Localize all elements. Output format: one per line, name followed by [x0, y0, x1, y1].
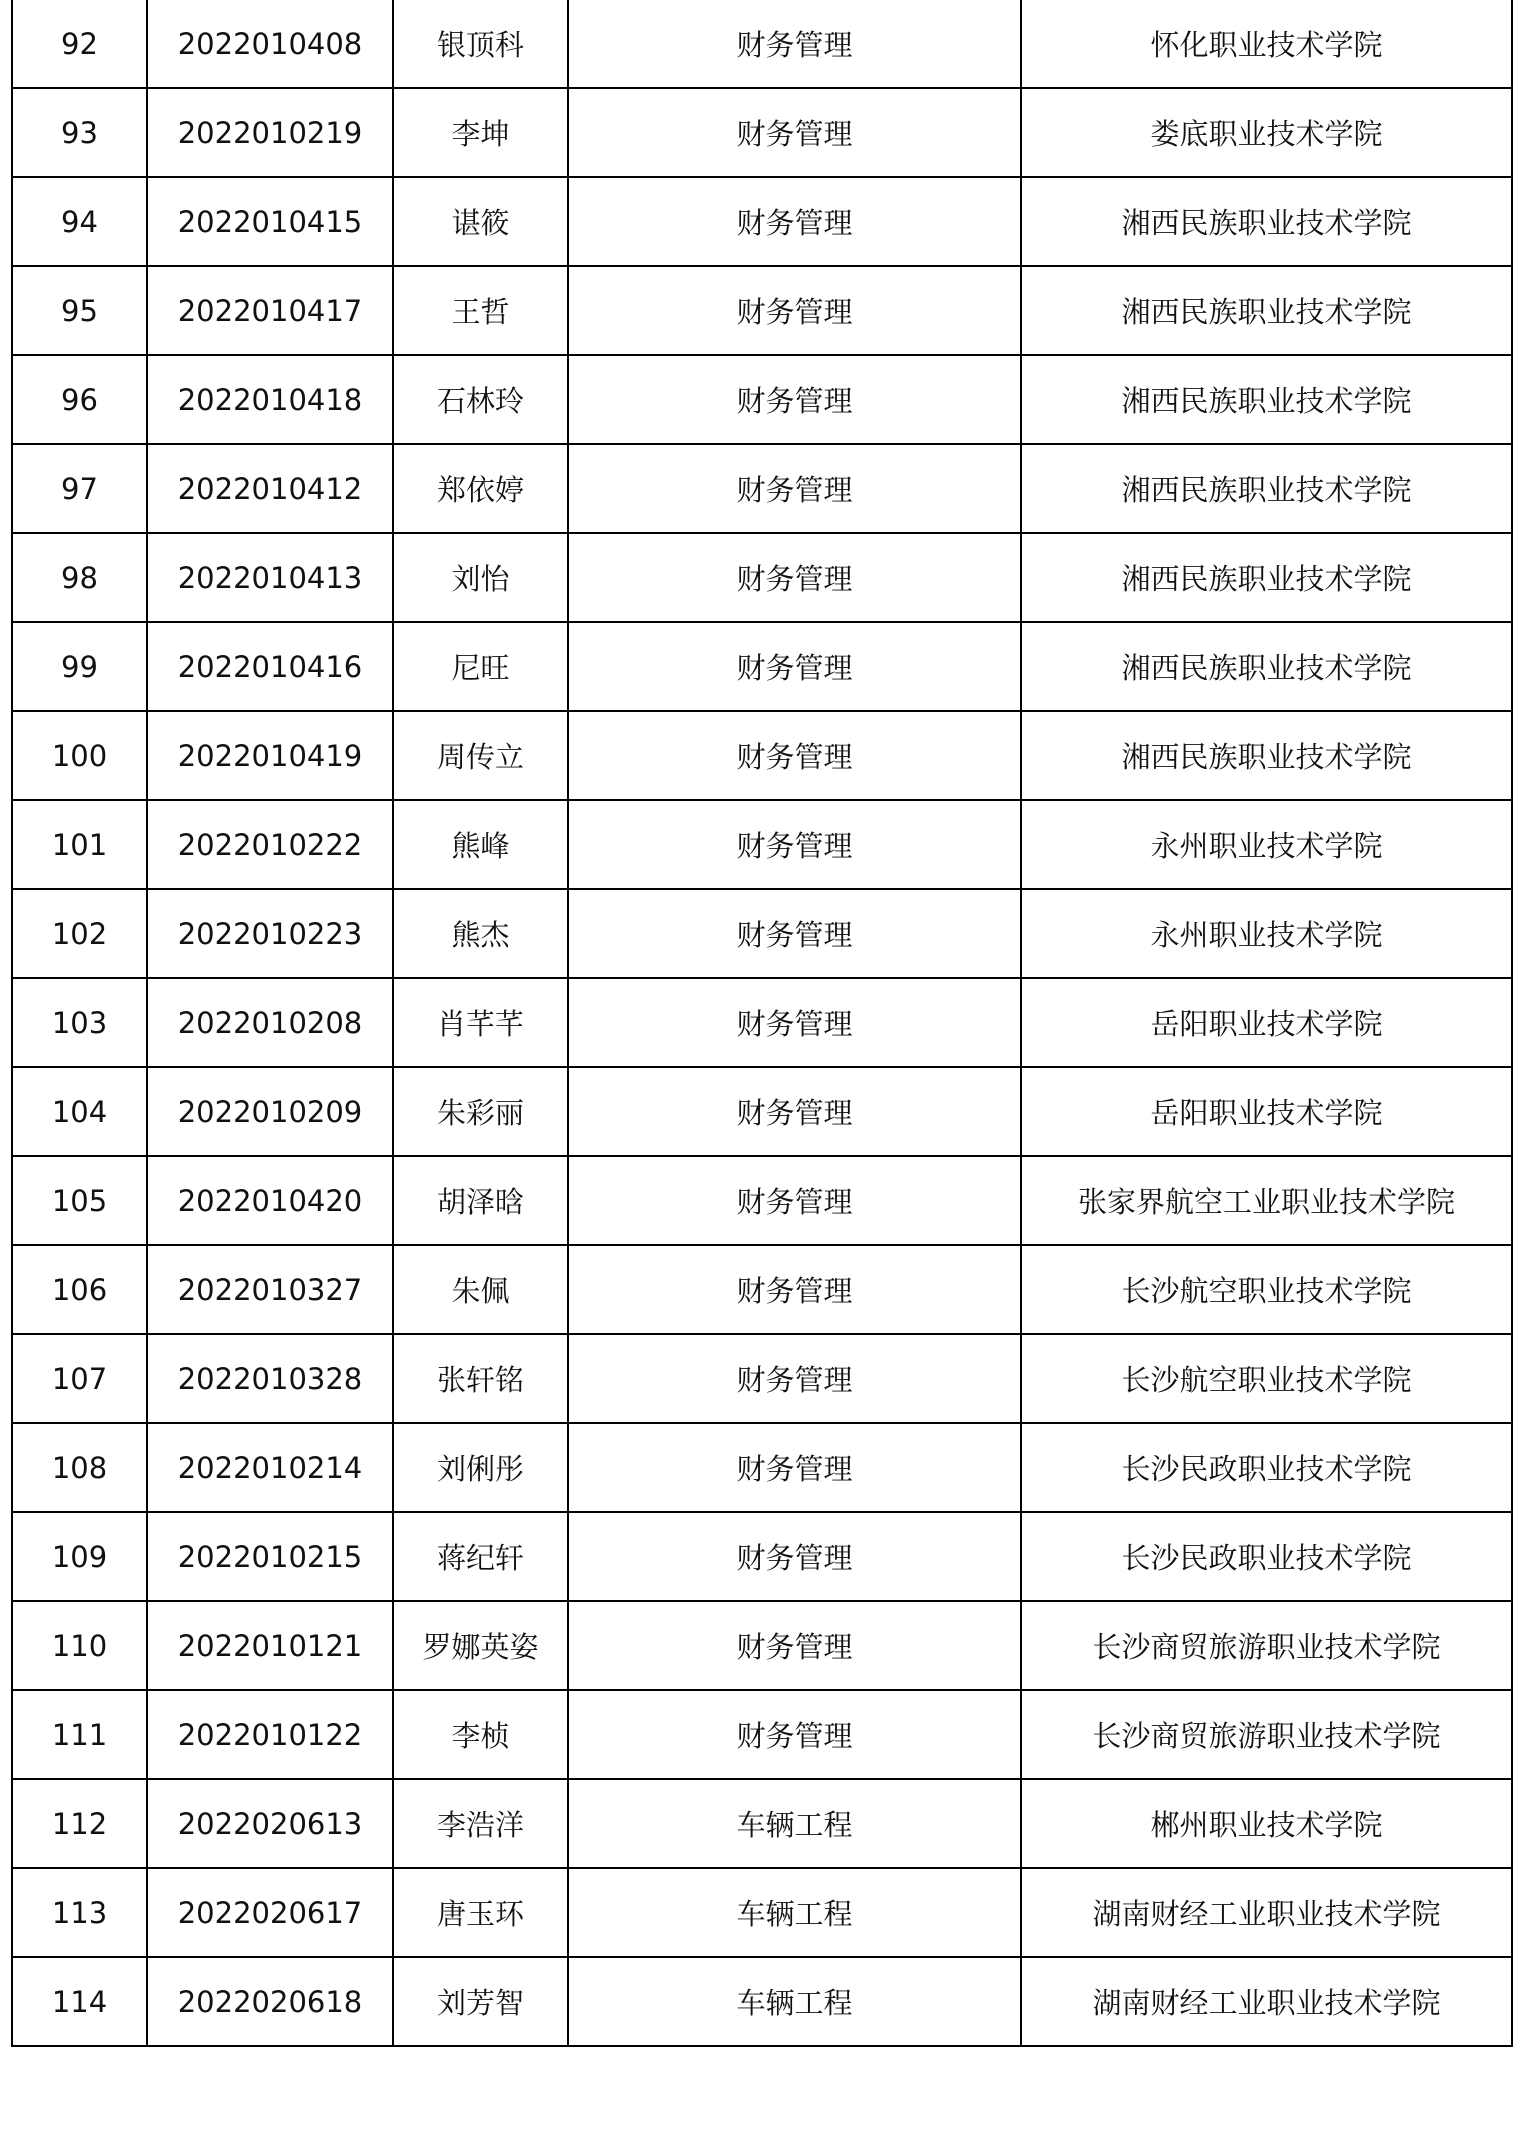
- school-cell: 长沙民政职业技术学院: [1021, 1512, 1512, 1601]
- school-cell: 湘西民族职业技术学院: [1021, 711, 1512, 800]
- student-id-cell: 2022010223: [147, 889, 393, 978]
- row-number-cell: 92: [12, 0, 147, 88]
- student-name-cell: 尼旺: [393, 622, 568, 711]
- student-id-cell: 2022010121: [147, 1601, 393, 1690]
- student-id-cell: 2022010215: [147, 1512, 393, 1601]
- table-row: [12, 1334, 1512, 1423]
- row-number-cell: 93: [12, 88, 147, 177]
- table-row: [12, 355, 1512, 444]
- major-cell: 财务管理: [568, 1512, 1021, 1601]
- row-number-cell: 107: [12, 1334, 147, 1423]
- major-cell: 财务管理: [568, 355, 1021, 444]
- table-row: [12, 1957, 1512, 2046]
- student-name-cell: 谌筱: [393, 177, 568, 266]
- major-cell: 财务管理: [568, 978, 1021, 1067]
- row-number-cell: 109: [12, 1512, 147, 1601]
- student-id-cell: 2022010219: [147, 88, 393, 177]
- student-name-cell: 刘怡: [393, 533, 568, 622]
- major-cell: 财务管理: [568, 1690, 1021, 1779]
- major-cell: 财务管理: [568, 533, 1021, 622]
- row-number-cell: 104: [12, 1067, 147, 1156]
- student-id-cell: 2022010222: [147, 800, 393, 889]
- school-cell: 永州职业技术学院: [1021, 889, 1512, 978]
- school-cell: 张家界航空工业职业技术学院: [1021, 1156, 1512, 1245]
- school-cell: 长沙航空职业技术学院: [1021, 1245, 1512, 1334]
- table-row: [12, 88, 1512, 177]
- student-id-cell: 2022020613: [147, 1779, 393, 1868]
- student-name-cell: 张轩铭: [393, 1334, 568, 1423]
- student-name-cell: 朱彩丽: [393, 1067, 568, 1156]
- major-cell: 财务管理: [568, 800, 1021, 889]
- school-cell: 长沙商贸旅游职业技术学院: [1021, 1690, 1512, 1779]
- student-name-cell: 石林玲: [393, 355, 568, 444]
- row-number-cell: 99: [12, 622, 147, 711]
- student-id-cell: 2022010328: [147, 1334, 393, 1423]
- roster-table-body: [12, 0, 1512, 2046]
- school-cell: 湘西民族职业技术学院: [1021, 177, 1512, 266]
- row-number-cell: 113: [12, 1868, 147, 1957]
- table-row: [12, 889, 1512, 978]
- student-id-cell: 2022010208: [147, 978, 393, 1067]
- student-name-cell: 熊峰: [393, 800, 568, 889]
- student-id-cell: 2022010416: [147, 622, 393, 711]
- row-number-cell: 103: [12, 978, 147, 1067]
- school-cell: 湘西民族职业技术学院: [1021, 266, 1512, 355]
- major-cell: 财务管理: [568, 1067, 1021, 1156]
- table-row: [12, 711, 1512, 800]
- school-cell: 湘西民族职业技术学院: [1021, 622, 1512, 711]
- student-id-cell: 2022020617: [147, 1868, 393, 1957]
- row-number-cell: 95: [12, 266, 147, 355]
- school-cell: 湘西民族职业技术学院: [1021, 355, 1512, 444]
- student-name-cell: 王哲: [393, 266, 568, 355]
- table-row: [12, 1690, 1512, 1779]
- school-cell: 长沙航空职业技术学院: [1021, 1334, 1512, 1423]
- row-number-cell: 114: [12, 1957, 147, 2046]
- major-cell: 财务管理: [568, 444, 1021, 533]
- major-cell: 财务管理: [568, 889, 1021, 978]
- roster-table: [11, 0, 1513, 2047]
- student-name-cell: 唐玉环: [393, 1868, 568, 1957]
- row-number-cell: 101: [12, 800, 147, 889]
- major-cell: 车辆工程: [568, 1779, 1021, 1868]
- table-row: [12, 1868, 1512, 1957]
- row-number-cell: 106: [12, 1245, 147, 1334]
- student-name-cell: 蒋纪轩: [393, 1512, 568, 1601]
- table-row: [12, 1245, 1512, 1334]
- major-cell: 车辆工程: [568, 1957, 1021, 2046]
- table-row: [12, 800, 1512, 889]
- row-number-cell: 108: [12, 1423, 147, 1512]
- student-name-cell: 肖芊芊: [393, 978, 568, 1067]
- table-row: [12, 1601, 1512, 1690]
- major-cell: 财务管理: [568, 0, 1021, 88]
- student-name-cell: 熊杰: [393, 889, 568, 978]
- student-name-cell: 刘芳智: [393, 1957, 568, 2046]
- school-cell: 永州职业技术学院: [1021, 800, 1512, 889]
- major-cell: 财务管理: [568, 177, 1021, 266]
- major-cell: 财务管理: [568, 1156, 1021, 1245]
- student-id-cell: 2022010419: [147, 711, 393, 800]
- student-id-cell: 2022020618: [147, 1957, 393, 2046]
- table-row: [12, 1067, 1512, 1156]
- row-number-cell: 112: [12, 1779, 147, 1868]
- row-number-cell: 100: [12, 711, 147, 800]
- student-name-cell: 李桢: [393, 1690, 568, 1779]
- student-id-cell: 2022010408: [147, 0, 393, 88]
- table-row: [12, 444, 1512, 533]
- table-row: [12, 0, 1512, 88]
- student-name-cell: 李浩洋: [393, 1779, 568, 1868]
- school-cell: 长沙民政职业技术学院: [1021, 1423, 1512, 1512]
- school-cell: 娄底职业技术学院: [1021, 88, 1512, 177]
- student-name-cell: 周传立: [393, 711, 568, 800]
- school-cell: 怀化职业技术学院: [1021, 0, 1512, 88]
- table-row: [12, 622, 1512, 711]
- major-cell: 财务管理: [568, 1601, 1021, 1690]
- table-row: [12, 1512, 1512, 1601]
- row-number-cell: 97: [12, 444, 147, 533]
- student-id-cell: 2022010327: [147, 1245, 393, 1334]
- school-cell: 郴州职业技术学院: [1021, 1779, 1512, 1868]
- school-cell: 湘西民族职业技术学院: [1021, 533, 1512, 622]
- student-id-cell: 2022010122: [147, 1690, 393, 1779]
- school-cell: 长沙商贸旅游职业技术学院: [1021, 1601, 1512, 1690]
- major-cell: 财务管理: [568, 622, 1021, 711]
- student-id-cell: 2022010413: [147, 533, 393, 622]
- student-id-cell: 2022010214: [147, 1423, 393, 1512]
- major-cell: 财务管理: [568, 266, 1021, 355]
- table-row: [12, 1779, 1512, 1868]
- table-row: [12, 177, 1512, 266]
- major-cell: 财务管理: [568, 711, 1021, 800]
- student-name-cell: 刘俐彤: [393, 1423, 568, 1512]
- student-id-cell: 2022010418: [147, 355, 393, 444]
- row-number-cell: 94: [12, 177, 147, 266]
- roster-table-container: [11, 0, 1511, 2047]
- student-id-cell: 2022010417: [147, 266, 393, 355]
- row-number-cell: 98: [12, 533, 147, 622]
- major-cell: 财务管理: [568, 1423, 1021, 1512]
- student-name-cell: 银顶科: [393, 0, 568, 88]
- school-cell: 湘西民族职业技术学院: [1021, 444, 1512, 533]
- school-cell: 湖南财经工业职业技术学院: [1021, 1957, 1512, 2046]
- table-row: [12, 1423, 1512, 1512]
- student-name-cell: 李坤: [393, 88, 568, 177]
- major-cell: 车辆工程: [568, 1868, 1021, 1957]
- school-cell: 岳阳职业技术学院: [1021, 978, 1512, 1067]
- row-number-cell: 96: [12, 355, 147, 444]
- student-id-cell: 2022010415: [147, 177, 393, 266]
- student-name-cell: 郑依婷: [393, 444, 568, 533]
- row-number-cell: 105: [12, 1156, 147, 1245]
- student-name-cell: 朱佩: [393, 1245, 568, 1334]
- school-cell: 岳阳职业技术学院: [1021, 1067, 1512, 1156]
- table-row: [12, 533, 1512, 622]
- table-row: [12, 978, 1512, 1067]
- major-cell: 财务管理: [568, 1334, 1021, 1423]
- row-number-cell: 102: [12, 889, 147, 978]
- row-number-cell: 111: [12, 1690, 147, 1779]
- major-cell: 财务管理: [568, 1245, 1021, 1334]
- row-number-cell: 110: [12, 1601, 147, 1690]
- major-cell: 财务管理: [568, 88, 1021, 177]
- student-name-cell: 胡泽晗: [393, 1156, 568, 1245]
- table-row: [12, 1156, 1512, 1245]
- table-row: [12, 266, 1512, 355]
- school-cell: 湖南财经工业职业技术学院: [1021, 1868, 1512, 1957]
- student-id-cell: 2022010209: [147, 1067, 393, 1156]
- student-id-cell: 2022010412: [147, 444, 393, 533]
- student-id-cell: 2022010420: [147, 1156, 393, 1245]
- student-name-cell: 罗娜英姿: [393, 1601, 568, 1690]
